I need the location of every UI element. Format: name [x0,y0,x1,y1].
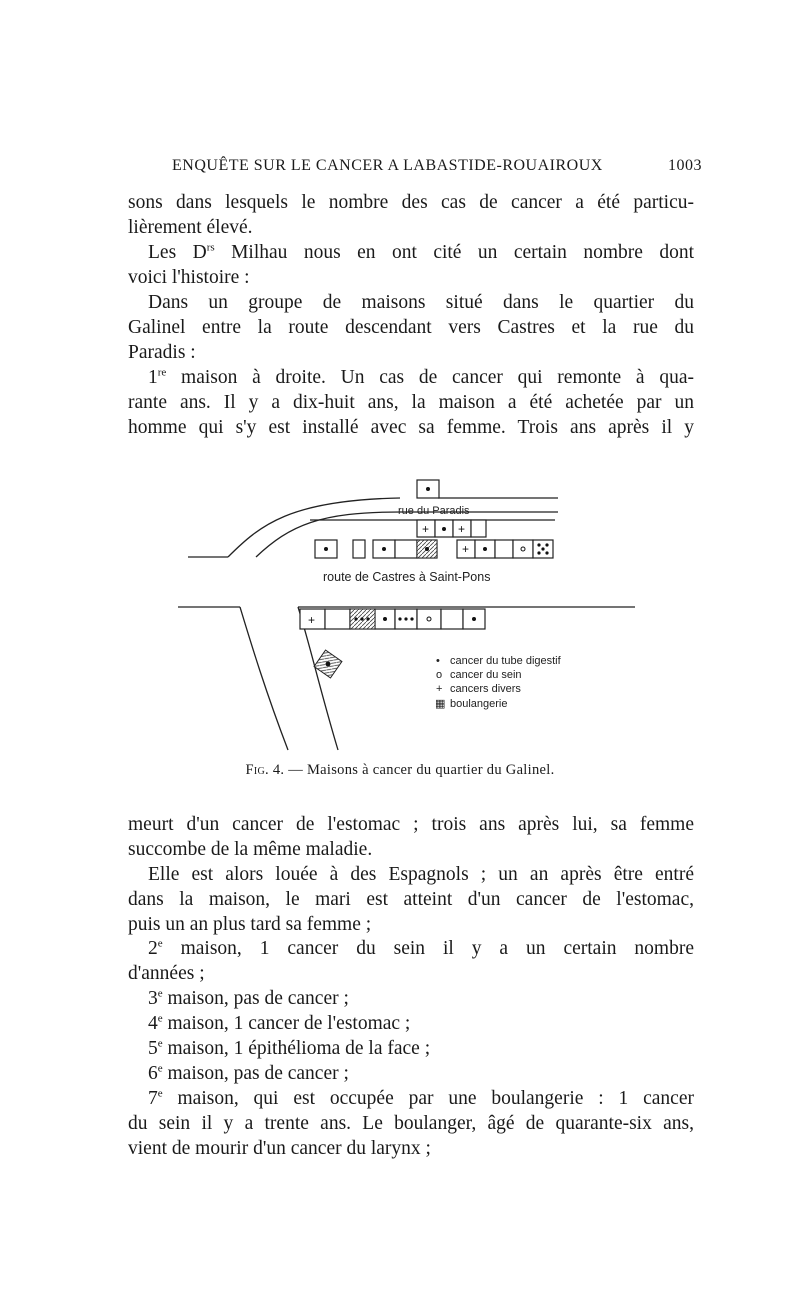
legend-symbol: • [436,655,440,667]
paragraph-5 [128,812,694,862]
text-line: Elle est alors louée à des Espagnols ; un an après être entré [148,864,694,885]
text-line [128,365,694,390]
legend-label-digestive: cancer du tube digestif [450,655,561,667]
figure-map [170,470,650,760]
text-line: succombe de la même maladie. [128,839,373,860]
figure-caption [0,762,800,779]
item-text: maison, 1 cancer de l'estomac ; [162,1013,411,1034]
paragraph-6 [128,862,694,937]
superscript: rs [206,241,215,254]
text-run: maison, 1 cancer du sein il y a un certain nombre [162,938,694,959]
running-header [172,157,702,175]
figure-number: Fig. 4. [245,762,285,778]
list-item [128,1036,694,1061]
item-number: 6 [148,1063,158,1084]
street-label-paradis: rue du Paradis [398,505,470,517]
text-line: homme qui s'y est installé avec sa femme. Trois ans après il y [128,417,694,438]
text-line: voici l'histoire : [128,267,250,288]
caption-text: — Maisons à cancer du quartier du Galinel. [284,762,555,778]
legend-symbol: + [436,683,443,695]
houses-south-row [300,609,485,629]
text-line: puis un an plus tard sa femme ; [128,914,372,935]
text-run: Les D [148,242,207,263]
paragraph-8 [128,1086,694,1161]
svg-text:+: + [308,613,316,627]
running-title: ENQUÊTE SUR LE CANCER A LABASTIDE-ROUAIROUX [172,157,603,174]
text-line: dans la maison, le mari est atteint d'un cancer de l'estomac, [128,889,694,910]
house-list [128,986,694,1086]
superscript: e [157,1062,163,1075]
list-item [128,1011,694,1036]
text-line: vient de mourir d'un cancer du larynx ; [128,1138,431,1159]
text-line: rante ans. Il y a dix-huit ans, la maison a été achetée par un [128,392,694,413]
text-line: du sein il y a trente ans. Le boulanger, âgé de quarante-six ans, [128,1113,694,1134]
svg-text:+: + [422,522,430,536]
paragraph-4 [128,365,694,440]
item-text: maison, pas de cancer ; [162,988,349,1009]
paragraph-1 [128,190,694,240]
superscript: e [157,987,163,1000]
list-item [128,986,694,1011]
paragraph-3 [128,290,694,365]
text-line: Dans un groupe de maisons situé dans le quartier du [148,292,694,313]
item-text: maison, pas de cancer ; [162,1063,349,1084]
legend-label-breast: cancer du sein [450,669,522,681]
text-line [128,1086,694,1111]
legend-label-various: cancers divers [450,683,521,695]
figure-legend [435,655,562,710]
superscript: e [157,1037,163,1050]
svg-text:+: + [458,522,466,536]
superscript: e [157,1087,163,1100]
superscript: e [157,937,163,950]
text-line: Galinel entre la route descendant vers Castres et la rue du [128,317,694,338]
item-number: 3 [148,988,158,1009]
paragraph-2 [128,240,694,290]
legend-label-bakery: boulangerie [450,698,508,710]
text-run: 2 [148,938,158,959]
text-line [128,936,694,961]
text-run: maison, qui est occupée par une boulangerie : 1 cancer [162,1088,694,1109]
street-label-route: route de Castres à Saint-Pons [323,570,491,584]
legend-symbol: ▦ [435,698,446,710]
text-line: Paradis : [128,342,196,363]
superscript: re [157,366,167,379]
text-line: lièrement élevé. [128,217,253,238]
text-run: Milhau nous en ont cité un certain nombre dont [214,242,694,263]
page-number: 1003 [668,157,702,174]
item-text: maison, 1 épithélioma de la face ; [162,1038,431,1059]
text-line: meurt d'un cancer de l'estomac ; trois ans après lui, sa femme [128,814,694,835]
item-number: 5 [148,1038,158,1059]
text-line: d'années ; [128,963,205,984]
text-line: sons dans lesquels le nombre des cas de cancer a été particu- [128,192,694,213]
superscript: e [157,1012,163,1025]
item-number: 4 [148,1013,158,1034]
legend-symbol: o [436,669,443,681]
text-run: 7 [148,1088,158,1109]
svg-text:+: + [462,542,470,556]
list-item [128,1061,694,1086]
text-run: 1 [148,367,158,388]
text-line [128,240,694,265]
paragraph-7 [128,936,694,986]
text-run: maison à droite. Un cas de cancer qui remonte à qua- [166,367,694,388]
